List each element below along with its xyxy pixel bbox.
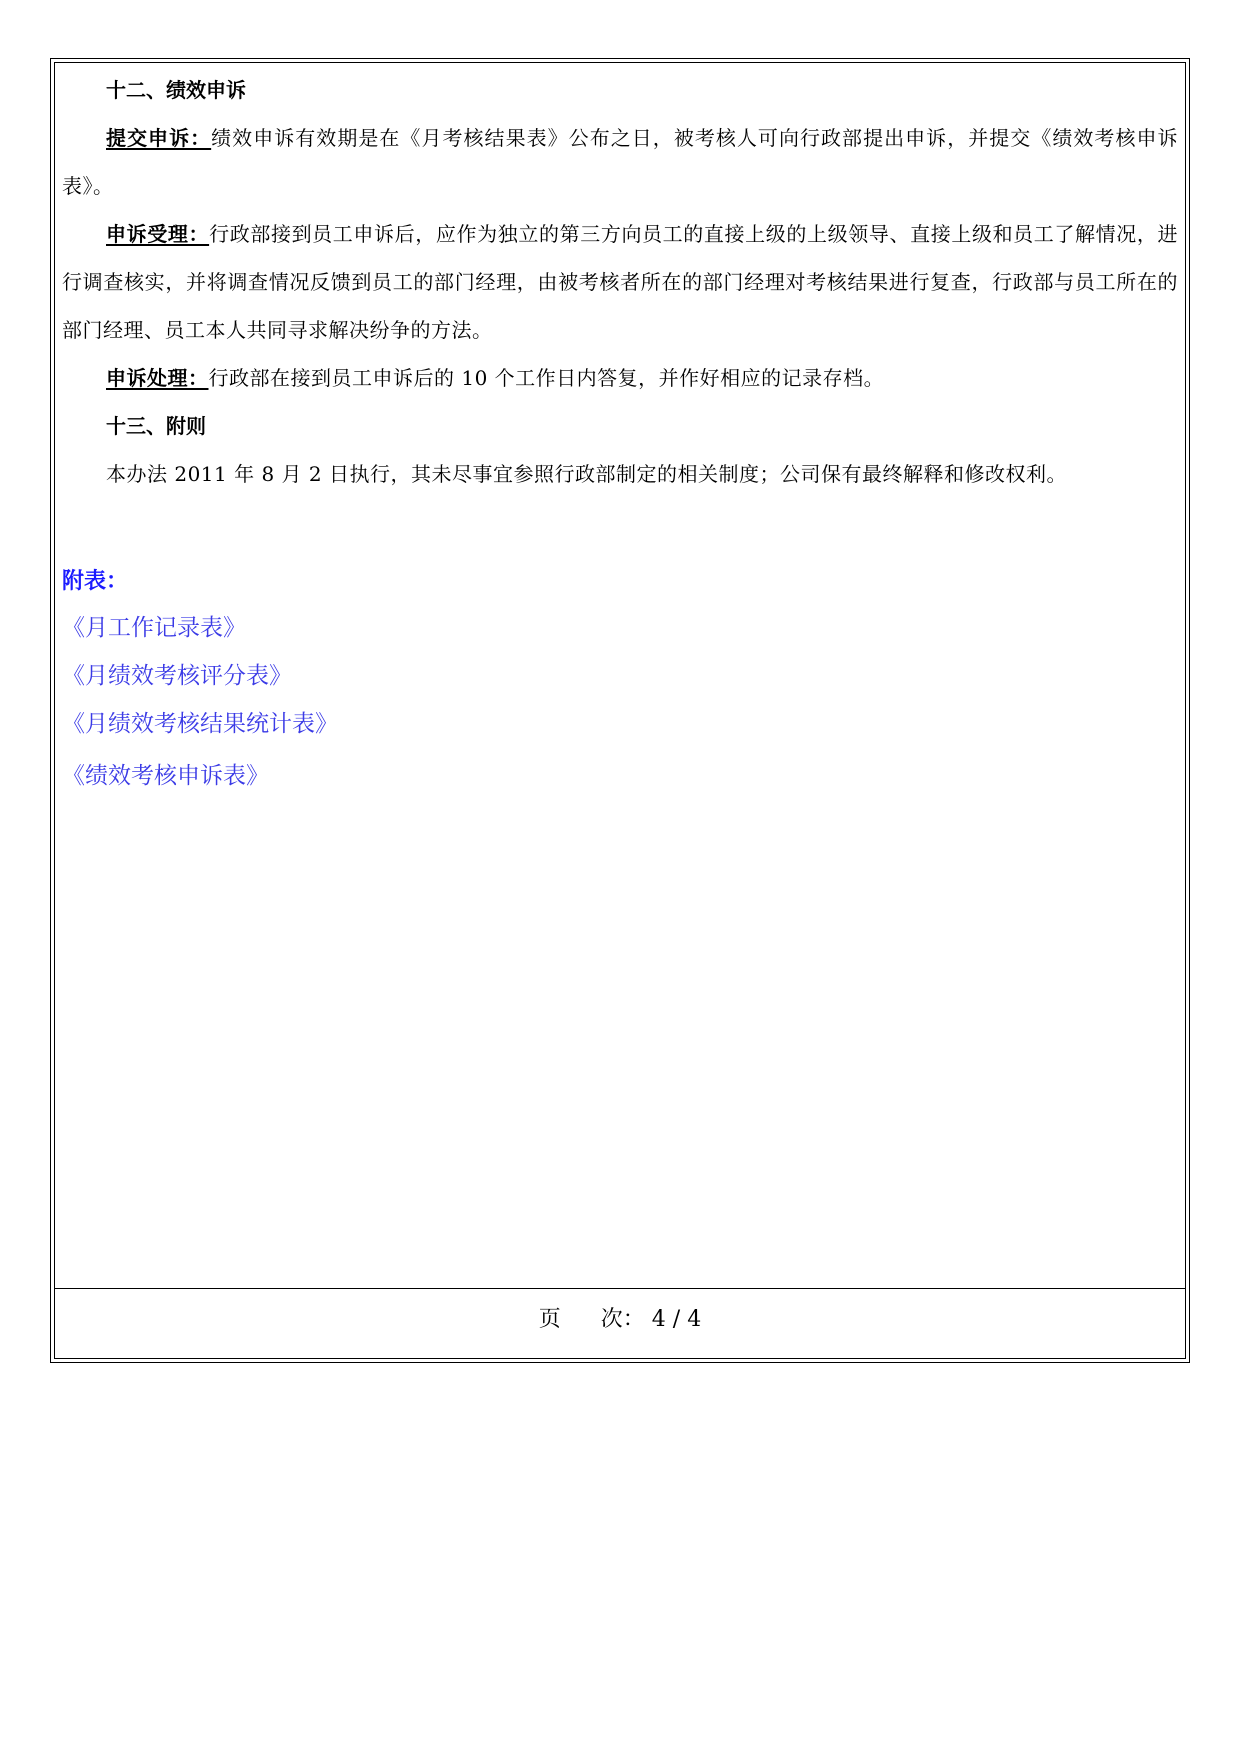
page-separator: / [672, 1307, 681, 1332]
appendix-link-appeal-form[interactable]: 《绩效考核申诉表》 [62, 763, 269, 789]
paragraph-lead: 申诉受理： [106, 222, 210, 246]
footer-divider [55, 1288, 1185, 1289]
section-heading-supplementary: 十三、附则 [106, 414, 206, 438]
page-footer [50, 1300, 1190, 1340]
page-label-2: 次： [600, 1307, 645, 1332]
paragraph-lead: 提交申诉： [106, 126, 212, 150]
appendix-link-monthly-score[interactable]: 《月绩效考核评分表》 [62, 663, 292, 689]
appendix-title: 附表： [62, 569, 129, 594]
appendix [62, 560, 662, 800]
paragraph-text: 本办法 2011 年 8 月 2 日执行，其未尽事宜参照行政部制定的相关制度；公司保有最终解释和修改权利。 [106, 462, 1067, 486]
paragraph-text: 行政部接到员工申诉后，应作为独立的第三方向员工的直接上级的上级领导、直接上级和员工了解情况，进行调查核实，并将调查情况反馈到员工的部门经理，由被考核者所在的部门经理对考核结果进行复查，行政部与员工所在的部门经理、员工本人共同寻求解决纷争的方法。 [62, 222, 1179, 342]
paragraph-text: 行政部在接到员工申诉后的 10 个工作日内答复，并作好相应的记录存档。 [208, 366, 885, 390]
document-body [62, 66, 1178, 498]
paragraph-submit-appeal [62, 114, 1178, 210]
page-total: 4 [687, 1307, 702, 1332]
appendix-link-monthly-result-stats[interactable]: 《月绩效考核结果统计表》 [62, 711, 338, 737]
paragraph-accept-appeal [62, 210, 1178, 354]
paragraph-handle-appeal [62, 354, 1178, 402]
paragraph-text: 绩效申诉有效期是在《月考核结果表》公布之日，被考核人可向行政部提出申诉，并提交《绩效考核申诉表》。 [62, 126, 1179, 198]
paragraph-lead: 申诉处理： [106, 366, 209, 390]
section-heading-appeal: 十二、绩效申诉 [106, 78, 246, 102]
appendix-link-monthly-work-record[interactable]: 《月工作记录表》 [62, 615, 246, 641]
paragraph-supplementary [62, 450, 1178, 498]
page-current: 4 [651, 1307, 666, 1332]
page-label-1: 页 [538, 1307, 561, 1332]
